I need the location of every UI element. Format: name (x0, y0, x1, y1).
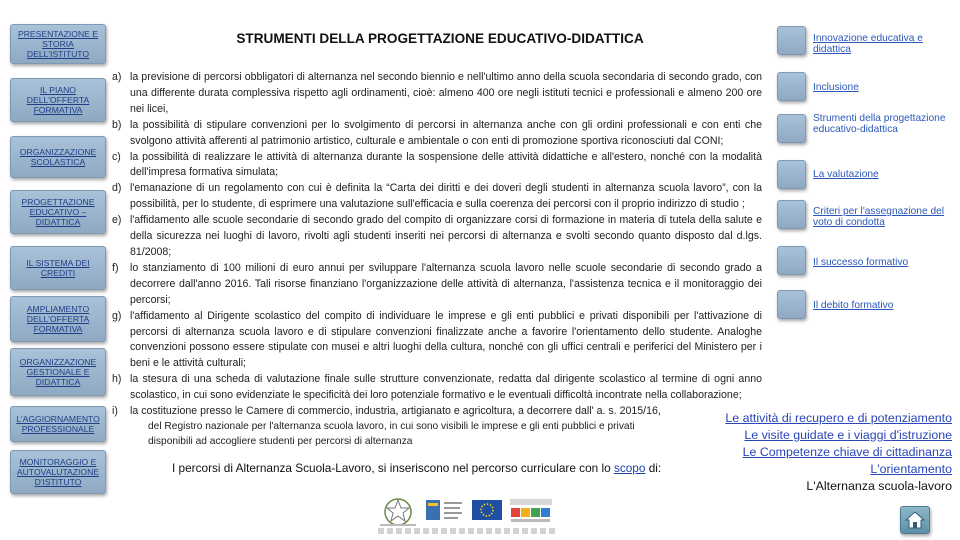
list-item (110, 309, 762, 373)
item-text: l'affidamento al Dirigente scolastico del compito di individuare le imprese e gli enti pubblici e privati disponibili per l'attivazione di percorsi di alternanza scuola lavoro e di stipulare convenzioni finalizzate anche a favorire l'orientamento dello studente. Analoghe convenzioni possono essere stipulate con musei e altri luoghi della cultura, nonché con gli uffici centrali e periferici del Ministero per i beni e le attività culturali; (130, 309, 762, 370)
item-i-line: la costituzione presso le Camere di commercio, industria, artigianato e agricoltura, a decorrere dall' a. s. 2015/16, (130, 405, 661, 417)
item-letter: e) (112, 214, 122, 227)
footer-text-before: I percorsi di Alternanza Scuola-Lavoro, si inseriscono nel percorso curriculare con lo (172, 461, 614, 475)
label-alternanza: L'Alternanza scuola-lavoro (806, 479, 952, 493)
nav-monitoraggio[interactable] (10, 450, 106, 494)
nav-progettazione[interactable] (10, 190, 106, 234)
item-text: la stesura di una scheda di valutazione finale sulle strutture convenzionate, redatta dal dirigente scolastico al termine di ogni anno scolastico, in cui sono evidenziate le specificità dei loro potenziale formativo e le eventuali difficoltà incontrate nella collaborazione; (130, 373, 762, 402)
right-link-innovazione[interactable]: Innovazione educativa e didattica (813, 33, 923, 55)
right-link-valutazione[interactable]: La valutazione (813, 169, 879, 180)
main-list (110, 70, 762, 404)
scopo-link[interactable]: scopo (613, 461, 646, 475)
nav-label: IL PIANO DELL'OFFERTA FORMATIVA (26, 85, 90, 115)
nav-label: ORGANIZZAZIONE GESTIONALE E DIDATTICA (19, 357, 97, 387)
item-letter: f) (112, 261, 119, 274)
item-text: lo stanziamento di 100 milioni di euro annui per sviluppare l'alternanza scuola lavoro nelle scuole secondarie di secondo grado a decorrere dall'anno 2016. Tali risorse finanziano l'organizzazione delle attività di alternanza, l'assistenza tecnica e il monitoraggio dei percorsi; (130, 261, 762, 306)
nav-label: MONITORAGGIO E AUTOVALUTAZIONE D'ISTITUTO (16, 457, 100, 487)
link-orientamento[interactable]: L'orientamento (870, 462, 952, 476)
link-visite-guidate[interactable]: Le visite guidate e i viaggi d'istruzione (744, 428, 952, 442)
item-text: l'emanazione di un regolamento con cui è definita la “Carta dei diritti e dei doveri degli studenti in alternanza scuola lavoro”, con la possibilità, per lo studente, di esprimere una valutazione sull'efficacia e sulla coerenza dei percorsi con il proprio indirizzo di studio ; (130, 182, 762, 211)
right-link-successo[interactable]: Il successo formativo (813, 257, 909, 268)
nav-organizzazione-scolastica[interactable] (10, 136, 106, 178)
footer-sentence (172, 461, 661, 475)
nav-label: ORGANIZZAZIONE SCOLASTICA (19, 147, 97, 167)
item-text: la possibilità di stipulare convenzioni per lo svolgimento di percorsi in alternanza anche con gli ordini professionali e con enti che svolgono attività afferenti al patrimonio artistico, culturale e ambientale o con enti di promozione sportiva riconosciuti dal CONI; (130, 118, 762, 147)
item-letter: g) (112, 309, 122, 322)
institutional-logos (378, 497, 556, 537)
right-nav-tile[interactable] (777, 160, 806, 189)
list-item (110, 213, 762, 261)
right-label-strumenti: Strumenti della progettazione educativo-didattica (813, 113, 946, 135)
nav-organizzazione-gestionale[interactable] (10, 348, 106, 396)
list-item (110, 150, 762, 182)
item-letter: d) (112, 182, 122, 195)
nav-sistema-crediti[interactable] (10, 246, 106, 290)
home-icon (905, 511, 925, 529)
item-text: l'affidamento alle scuole secondarie di secondo grado del compito di organizzare corsi di formazione in materia di tutela della salute e della sicurezza nei luoghi di lavoro, rivolti agli studenti inseriti nei percorsi di alternanza e svolti secondo quanto disposto dal d.lgs. 81/2008; (130, 214, 762, 258)
eu-flag-logo (470, 497, 504, 527)
school-logo (424, 497, 464, 527)
page-title: STRUMENTI DELLA PROGETTAZIONE EDUCATIVO-DIDATTICA (236, 31, 644, 46)
nav-label: IL SISTEMA DEI CREDITI (26, 258, 90, 278)
right-nav-tile[interactable] (777, 290, 806, 319)
right-nav-tile[interactable] (777, 26, 806, 55)
logos-caption-strip (378, 528, 556, 534)
right-link-debito[interactable]: Il debito formativo (813, 300, 894, 311)
nav-label: AMPLIAMENTO DELL'OFFERTA FORMATIVA (26, 304, 90, 334)
item-i-line: disponibili ad accogliere studenti per percorsi di alternanza (148, 436, 413, 447)
list-item (110, 261, 762, 309)
nav-ampliamento-offerta[interactable] (10, 296, 106, 342)
home-button[interactable] (900, 506, 930, 534)
item-letter: b) (112, 118, 122, 131)
list-item (110, 70, 762, 118)
right-nav-tile[interactable] (777, 246, 806, 275)
link-recupero-potenziamento[interactable]: Le attività di recupero e di potenziamento (725, 411, 952, 425)
item-letter: h) (112, 373, 122, 386)
nav-aggiornamento[interactable] (10, 406, 106, 442)
project-logo (508, 497, 554, 527)
list-item (110, 372, 762, 404)
link-competenze-cittadinanza[interactable]: Le Competenze chiave di cittadinanza (742, 445, 952, 459)
item-i-line: del Registro nazionale per l'alternanza scuola lavoro, in cui sono visibili le imprese e gli enti pubblici e privati (148, 421, 635, 432)
item-text: la possibilità di realizzare le attività di alternanza durante la sospensione delle attività didattiche e all'estero, nonché con la modalità dell'impresa formativa simulata; (130, 150, 762, 179)
nav-label: PRESENTAZIONE E STORIA DELL'ISTITUTO (17, 29, 99, 59)
nav-piano-offerta[interactable] (10, 78, 106, 122)
right-nav-tile[interactable] (777, 72, 806, 101)
item-letter: a) (112, 71, 122, 83)
right-nav-tile[interactable] (777, 114, 806, 143)
nav-label: PROGETTAZIONE EDUCATIVO – DIDATTICA (21, 197, 95, 227)
list-item (110, 181, 762, 213)
item-text: la previsione di percorsi obbligatori di alternanza nel secondo biennio e nell'ultimo anno della scuola secondaria di secondo grado, con una differente durata complessiva rispetto agli ordinamenti, cioè: almeno 400 ore negli istituti tecnici e professionali e almeno 200 ore nei licei, (130, 71, 762, 115)
item-letter: c) (112, 150, 121, 163)
right-link-criteri-condotta[interactable]: Criteri per l'assegnazione del voto di condotta (813, 206, 945, 228)
footer-text-after: di: (645, 461, 662, 475)
right-link-inclusione[interactable]: Inclusione (813, 82, 859, 93)
republic-emblem-logo (378, 497, 418, 527)
right-nav-tile[interactable] (777, 200, 806, 229)
nav-presentazione[interactable] (10, 24, 106, 64)
list-item (110, 118, 762, 150)
item-letter: i) (112, 405, 118, 417)
nav-label: L'AGGIORNAMENTO PROFESSIONALE (16, 414, 100, 434)
